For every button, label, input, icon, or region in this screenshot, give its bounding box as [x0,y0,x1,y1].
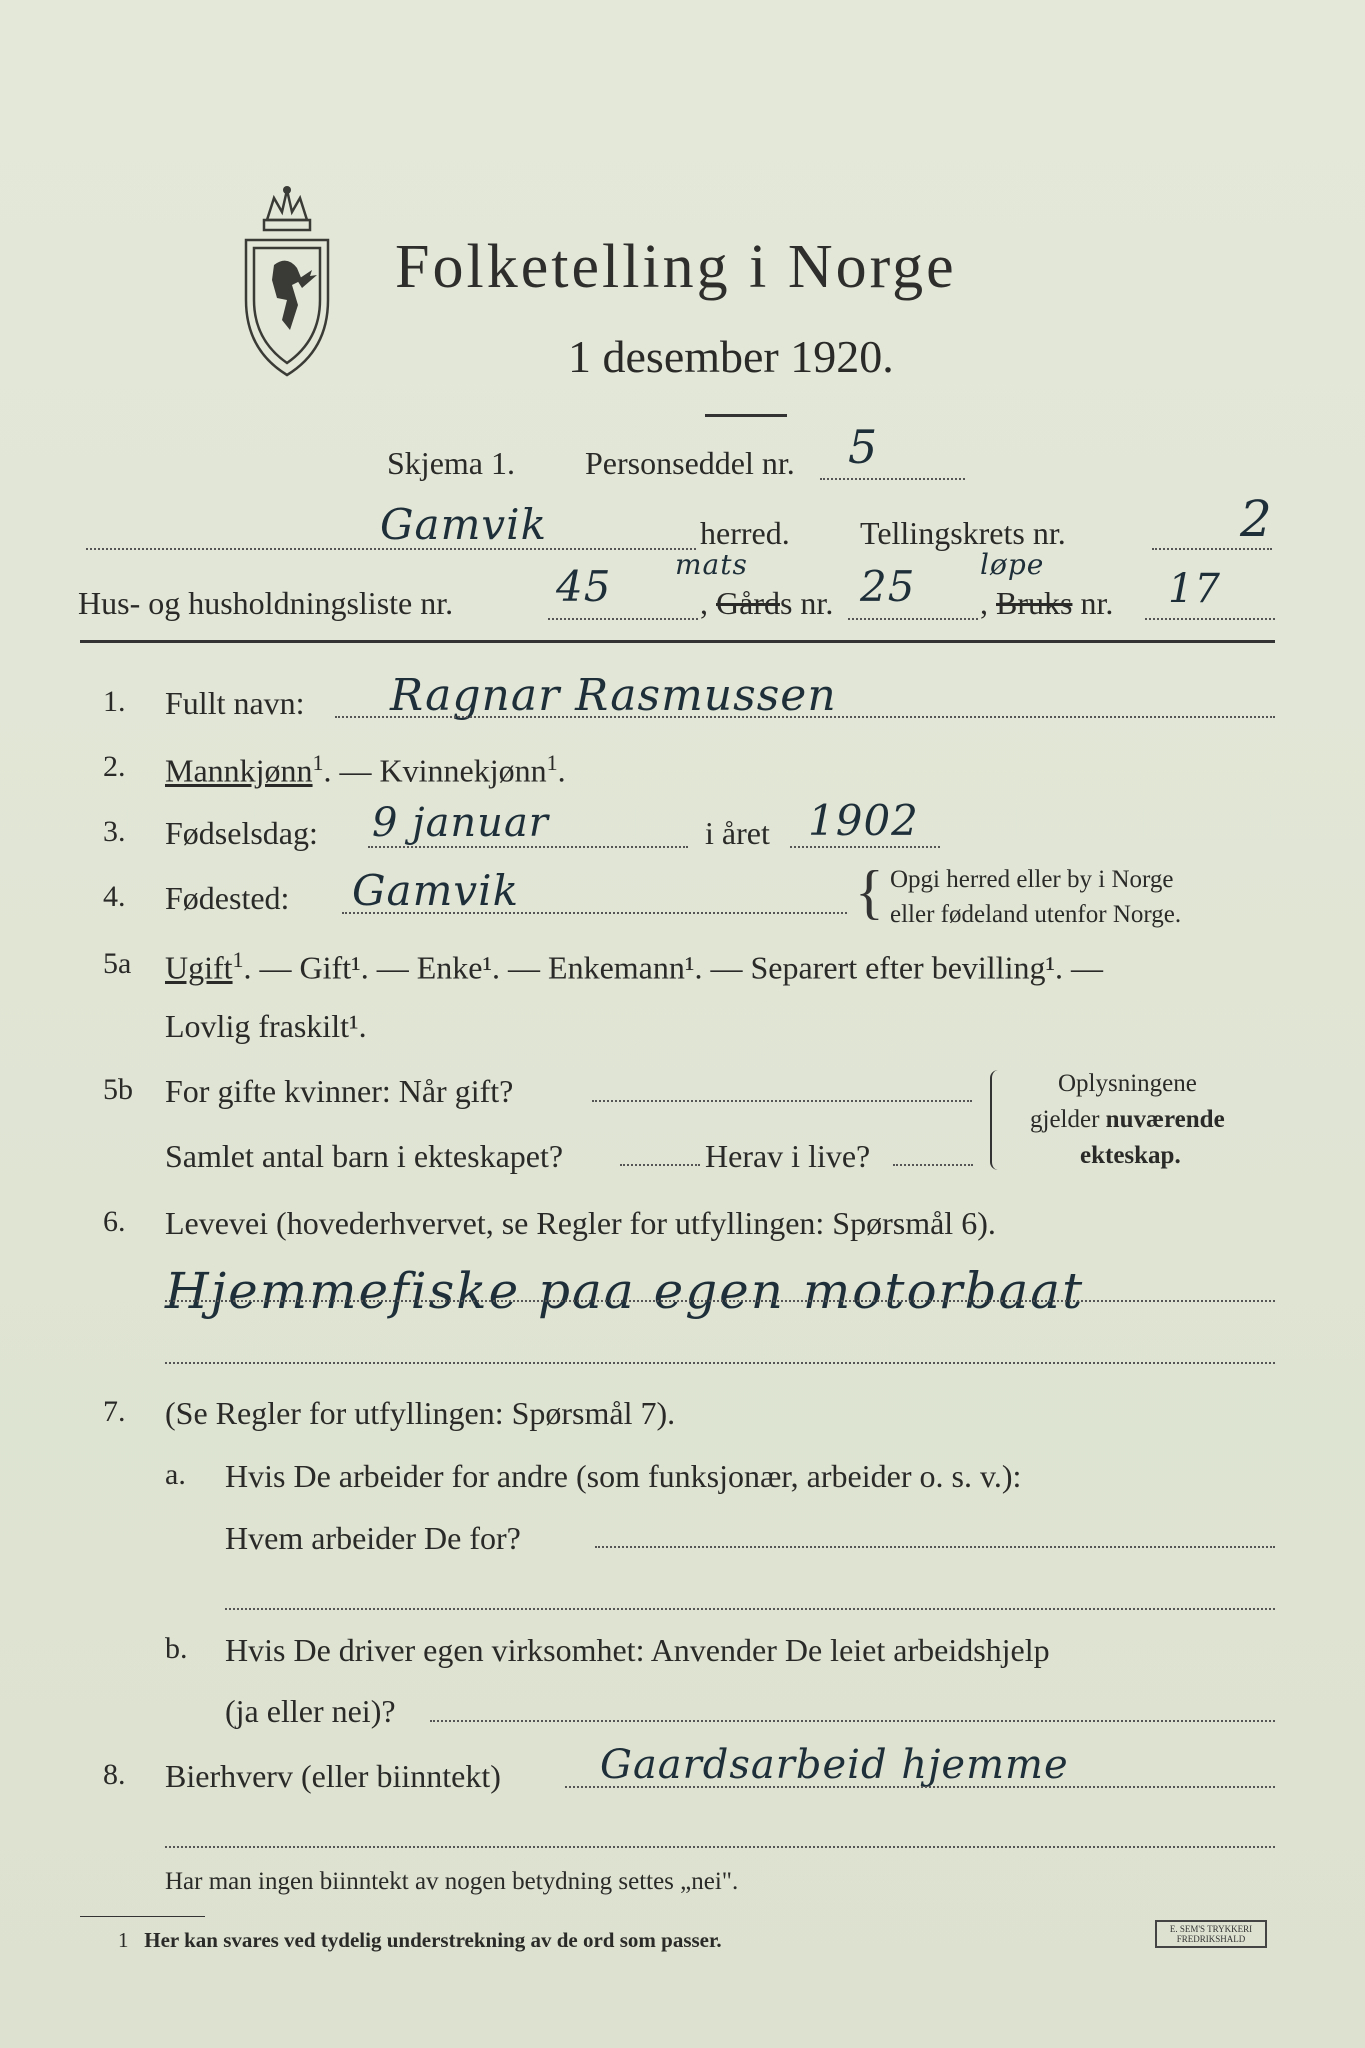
q5a-line1 [165,947,1103,987]
q5b-note1: Oplysningene [1058,1070,1197,1097]
q1-value: Ragnar Rasmussen [390,670,837,721]
footnote-text-c: av de ord som passer. [525,1928,722,1952]
q7a-dots-1 [595,1546,1275,1548]
q6-value: Hjemmefiske paa egen motorbaat [165,1262,1085,1320]
stamp-line1: E. SEM'S TRYKKERI [1169,1924,1253,1934]
herred-label: herred. [700,515,790,551]
gaards-dots [848,618,978,620]
q5a-ugift: Ugift [165,949,233,986]
q2-sup: 1 [312,750,324,775]
q7b-label: Hvis De driver egen virksomhet: Anvender De leiet arbeidshjelp [225,1632,1050,1668]
q6-dots-1 [165,1300,1275,1302]
bruks-strike: Bruks [996,585,1073,621]
printer-stamp [1155,1920,1267,1948]
q5b-note3: ekteskap. [1080,1142,1181,1169]
tellingskrets-dots [1152,548,1272,550]
q2-line [165,750,566,790]
q7b-number: b. [165,1632,188,1665]
q3-year-dots [790,846,940,848]
q8-dots-1 [565,1786,1275,1788]
q5b-label: For gifte kvinner: Når gift? [165,1073,514,1109]
q2-sup2: 1 [546,750,558,775]
q1-label: Fullt navn: [165,685,305,721]
title-rule [705,414,787,417]
q5b-children-label: Samlet antal barn i ekteskapet? [165,1138,564,1174]
q3-label: Fødselsdag: [165,815,318,851]
q5a-sup: 1 [232,947,244,972]
q7b-dots [430,1720,1275,1722]
q3-value: 9 januar [372,800,549,846]
q5a-number: 5a [103,947,132,980]
q5a-rest: . — Gift¹. — Enke¹. — Enkemann¹. — Separert efter bevilling¹. — [243,949,1104,986]
q5b-alive-label: Herav i live? [705,1138,871,1174]
q7-label: (Se Regler for utfyllingen: Spørsmål 7). [165,1395,676,1431]
footnote-number: 1 [118,1928,129,1952]
q4-brace: { [855,859,884,925]
q7a-label2: Hvem arbeider De for? [225,1520,521,1556]
footnote-text-a: Her kan svares ved [144,1928,321,1952]
footnote [118,1928,722,1953]
q3-dots [368,846,688,848]
q5b-children-dots [620,1164,700,1166]
q5b-note2b: nuværende [1105,1106,1225,1133]
q5b-number: 5b [103,1073,133,1106]
husliste-label: Hus- og husholdningsliste nr. [78,585,454,621]
q2-number: 2. [103,750,126,783]
q5b-note2 [1030,1106,1225,1134]
q2-end: . [557,752,566,789]
gaards-extra: løpe [980,548,1045,581]
personseddel-label: Personseddel nr. [585,445,795,481]
coat-of-arms-icon [232,180,342,380]
q2-rest: . — Kvinnekjønn [323,752,547,789]
gaards-rest: s nr. [779,585,834,621]
q7-number: 7. [103,1395,126,1428]
q7a-dots-2 [225,1608,1275,1610]
q2-male: Mannkjønn [165,752,313,789]
q6-label: Levevei (hovederhvervet, se Regler for utfyllingen: Spørsmål 6). [165,1205,996,1241]
q8-number: 8. [103,1758,126,1791]
q3-year-label: i året [705,815,770,851]
husliste-value: 45 [556,562,612,611]
bruks-dots [1145,618,1275,620]
footnote-rule [80,1916,205,1917]
q5b-bracket [990,1070,1000,1170]
tellingskrets-label: Tellingskrets nr. [860,515,1066,551]
q5b-note2a: gjelder [1030,1106,1106,1133]
bruks-label: , Bruks nr. [980,585,1114,621]
q5b-married-dots [592,1100,972,1102]
bruks-value: 17 [1168,566,1221,612]
form-title: Folketelling i Norge [395,233,957,301]
personseddel-dots [820,478,965,480]
gaards-value: 25 [860,562,916,611]
q4-note2: eller fødeland utenfor Norge. [890,901,1182,928]
footnote-text-b: tydelig understrekning [320,1928,526,1952]
header-divider [80,640,1275,643]
stamp-line2: FREDRIKSHALD [1176,1934,1246,1944]
q4-label: Fødested: [165,880,290,916]
q6-number: 6. [103,1205,126,1238]
schema-label: Skjema 1. [387,445,515,481]
gaards-label: , Gårds nr. [700,585,834,621]
q4-dots [342,912,847,914]
q8-value: Gaardsarbeid hjemme [600,1742,1069,1788]
q8-dots-2 [165,1846,1275,1848]
herred-value: Gamvik [380,500,548,549]
footer-note: Har man ingen biinntekt av nogen betydning settes „nei". [165,1868,739,1895]
q5b-alive-dots [893,1164,973,1166]
q4-number: 4. [103,880,126,913]
q5a-line2: Lovlig fraskilt¹. [165,1008,367,1044]
q3-number: 3. [103,815,126,848]
q4-value: Gamvik [352,866,520,915]
herred-dots [86,548,696,550]
census-date: 1 desember 1920. [568,331,894,382]
tellingskrets-value: 2 [1240,490,1273,548]
q6-dots-2 [165,1362,1275,1364]
husliste-dots [548,618,698,620]
husliste-extra: mats [675,548,748,581]
q7b-label2: (ja eller nei)? [225,1693,396,1729]
q1-number: 1. [103,685,126,718]
q1-dots [335,716,1275,718]
personseddel-value: 5 [848,420,879,474]
bruks-rest: nr. [1072,585,1114,621]
gaards-strike: Gård [716,585,780,621]
q8-label: Bierhverv (eller biinntekt) [165,1758,501,1794]
q4-note1: Opgi herred eller by i Norge [890,866,1174,893]
q3-year-value: 1902 [808,796,919,845]
q7a-label: Hvis De arbeider for andre (som funksjonær, arbeider o. s. v.): [225,1458,1022,1494]
q7a-number: a. [165,1458,186,1491]
